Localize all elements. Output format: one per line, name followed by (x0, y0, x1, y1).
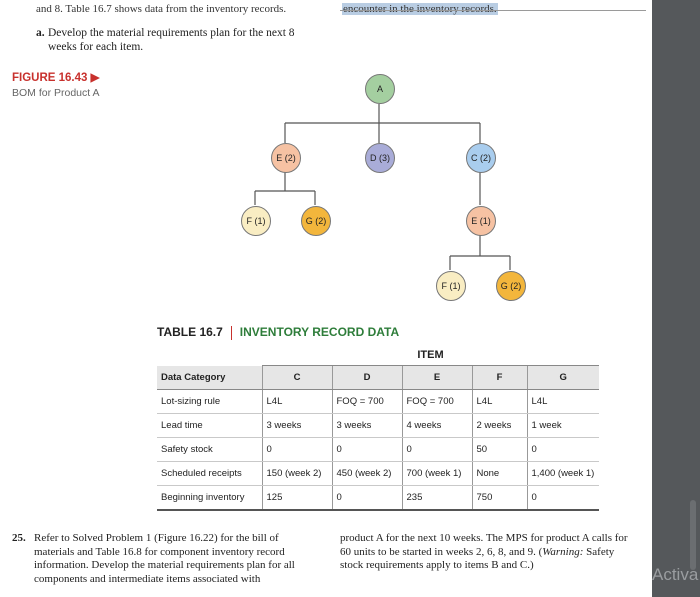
bom-node-c: C (2) (466, 143, 496, 173)
table-caption (157, 325, 399, 340)
problem-25-left (12, 532, 312, 586)
figure-subtitle: BOM for Product A (12, 87, 100, 99)
bom-node-g-sub: G (2) (496, 271, 526, 301)
problem-text-right-1: product A for the next 10 weeks. The MPS for product A calls for 60 units to be started in weeks 2, 6, 8, and 9. ( (340, 532, 628, 558)
col-header: Data Category (157, 366, 262, 390)
table-header-row (157, 366, 599, 390)
bom-node-e: E (2) (271, 143, 301, 173)
problem-25-right (340, 532, 630, 573)
warning-label: Warning: (542, 545, 584, 558)
item-a-label: a. (36, 27, 45, 39)
highlighted-text: encounter in the inventory records. (343, 3, 497, 15)
bom-node-d: D (3) (365, 143, 395, 173)
activate-windows-watermark: Activa (652, 565, 699, 584)
problem-text-left: Refer to Solved Problem 1 (Figure 16.22) for the bill of materials and Table 16.8 for component inventory record information. Develop the material requirements plan for all components and intermediate items associated with (34, 532, 295, 585)
inventory-table (157, 345, 599, 511)
col-header: D (332, 366, 402, 390)
scrollbar-thumb[interactable] (690, 500, 696, 570)
table-row: Safety stock 0 0 0 50 0 (157, 438, 599, 462)
table-title: INVENTORY RECORD DATA (239, 325, 400, 339)
figure-title: FIGURE 16.43 ▶ (12, 72, 100, 84)
bom-node-e-sub: E (1) (466, 206, 496, 236)
col-header: E (402, 366, 472, 390)
problem-number: 25. (12, 532, 26, 544)
table-group-header: ITEM (262, 345, 599, 366)
col-header: F (472, 366, 527, 390)
bom-node-a: A (365, 74, 395, 104)
problem-text-right-2: Safety stock requirements apply to items B and C.) (340, 545, 615, 571)
bom-node-g: G (2) (301, 206, 331, 236)
bom-tree-connectors (0, 0, 652, 320)
item-a-text: Develop the material requirements plan for the next 8 weeks for each item. (48, 27, 295, 53)
col-header: G (527, 366, 599, 390)
table-group-header-row (157, 345, 599, 366)
col-header: C (262, 366, 332, 390)
table-row: Lot-sizing rule L4L FOQ = 700 FOQ = 700 L4L L4L (157, 390, 599, 414)
cut-text-left: and 8. Table 16.7 shows data from the inventory records. (36, 3, 287, 15)
table-row: Beginning inventory 125 0 235 750 0 (157, 486, 599, 511)
bom-node-f-sub: F (1) (436, 271, 466, 301)
viewer-sidebar (652, 0, 700, 597)
table-number: TABLE 16.7 (157, 325, 223, 339)
table-row: Lead time 3 weeks 3 weeks 4 weeks 2 weeks 1 week (157, 414, 599, 438)
table-row: Scheduled receipts 150 (week 2) 450 (week 2) 700 (week 1) None 1,400 (week 1) (157, 462, 599, 486)
bom-node-f: F (1) (241, 206, 271, 236)
